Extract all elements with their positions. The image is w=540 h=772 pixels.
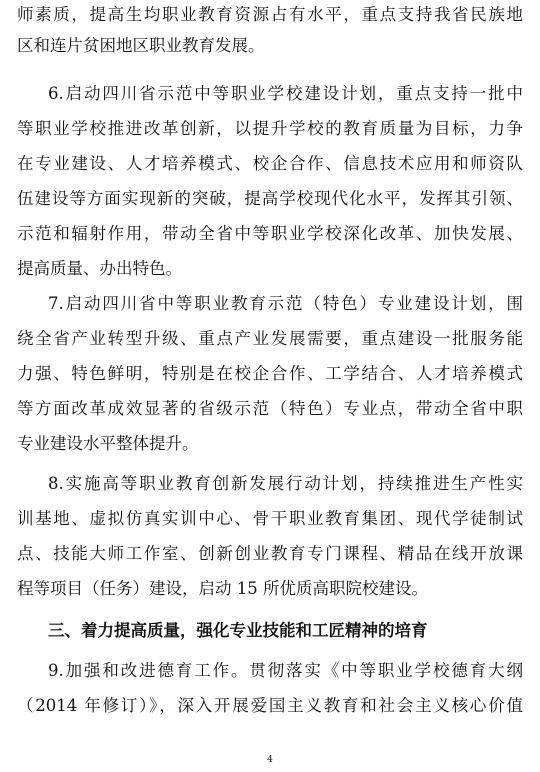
paragraph-9-first-line: 9.加强和改进德育工作。贯彻落实《中等职业学校德育大纲 bbox=[48, 661, 523, 680]
body-text-line: 在专业建设、人才培养模式、校企合作、信息技术应用和师资队 bbox=[17, 154, 523, 173]
paragraph-6-first-line: 6.启动四川省示范中等职业学校建设计划，重点支持一批中 bbox=[48, 84, 523, 103]
section-heading: 三、着力提高质量，强化专业技能和工匠精神的培育 bbox=[48, 621, 428, 640]
paragraph-8-first-line: 8.实施高等职业教育创新发展行动计划，持续推进生产性实 bbox=[48, 474, 523, 493]
body-text-line: 绕全省产业转型升级、重点产业发展需要，重点建设一批服务能 bbox=[17, 329, 523, 348]
body-text-line: 提高质量、办出特色。 bbox=[17, 259, 182, 278]
body-text-line: 专业建设水平整体提升。 bbox=[17, 434, 199, 453]
body-text-line: 训基地、虚拟仿真实训中心、骨干职业教育集团、现代学徒制试 bbox=[17, 509, 523, 528]
body-text-line: 伍建设等方面实现新的突破，提高学校现代化水平，发挥其引领、 bbox=[17, 189, 523, 208]
body-text-line: 师素质，提高生均职业教育资源占有水平，重点支持我省民族地 bbox=[17, 5, 523, 24]
body-text-line: 等职业学校推进改革创新，以提升学校的教育质量为目标，力争 bbox=[17, 119, 523, 138]
body-text-line: 区和连片贫困地区职业教育发展。 bbox=[17, 36, 265, 55]
body-text-line: 等方面改革成效显著的省级示范（特色）专业点，带动全省中职 bbox=[17, 399, 523, 418]
page-number: 4 bbox=[267, 755, 273, 765]
paragraph-7-first-line: 7.启动四川省中等职业教育示范（特色）专业建设计划，围 bbox=[48, 294, 523, 313]
body-text-line: （2014 年修订）》，深入开展爱国主义教育和社会主义核心价值 bbox=[17, 696, 523, 715]
body-text-line: 点、技能大师工作室、创新创业教育专门课程、精品在线开放课 bbox=[17, 544, 523, 563]
body-text-line: 示范和辐射作用，带动全省中等职业学校深化改革、加快发展、 bbox=[17, 224, 523, 243]
body-text-line: 程等项目（任务）建设，启动 15 所优质高职院校建设。 bbox=[17, 579, 428, 598]
body-text-line: 力强、特色鲜明，特别是在校企合作、工学结合、人才培养模式 bbox=[17, 364, 523, 383]
